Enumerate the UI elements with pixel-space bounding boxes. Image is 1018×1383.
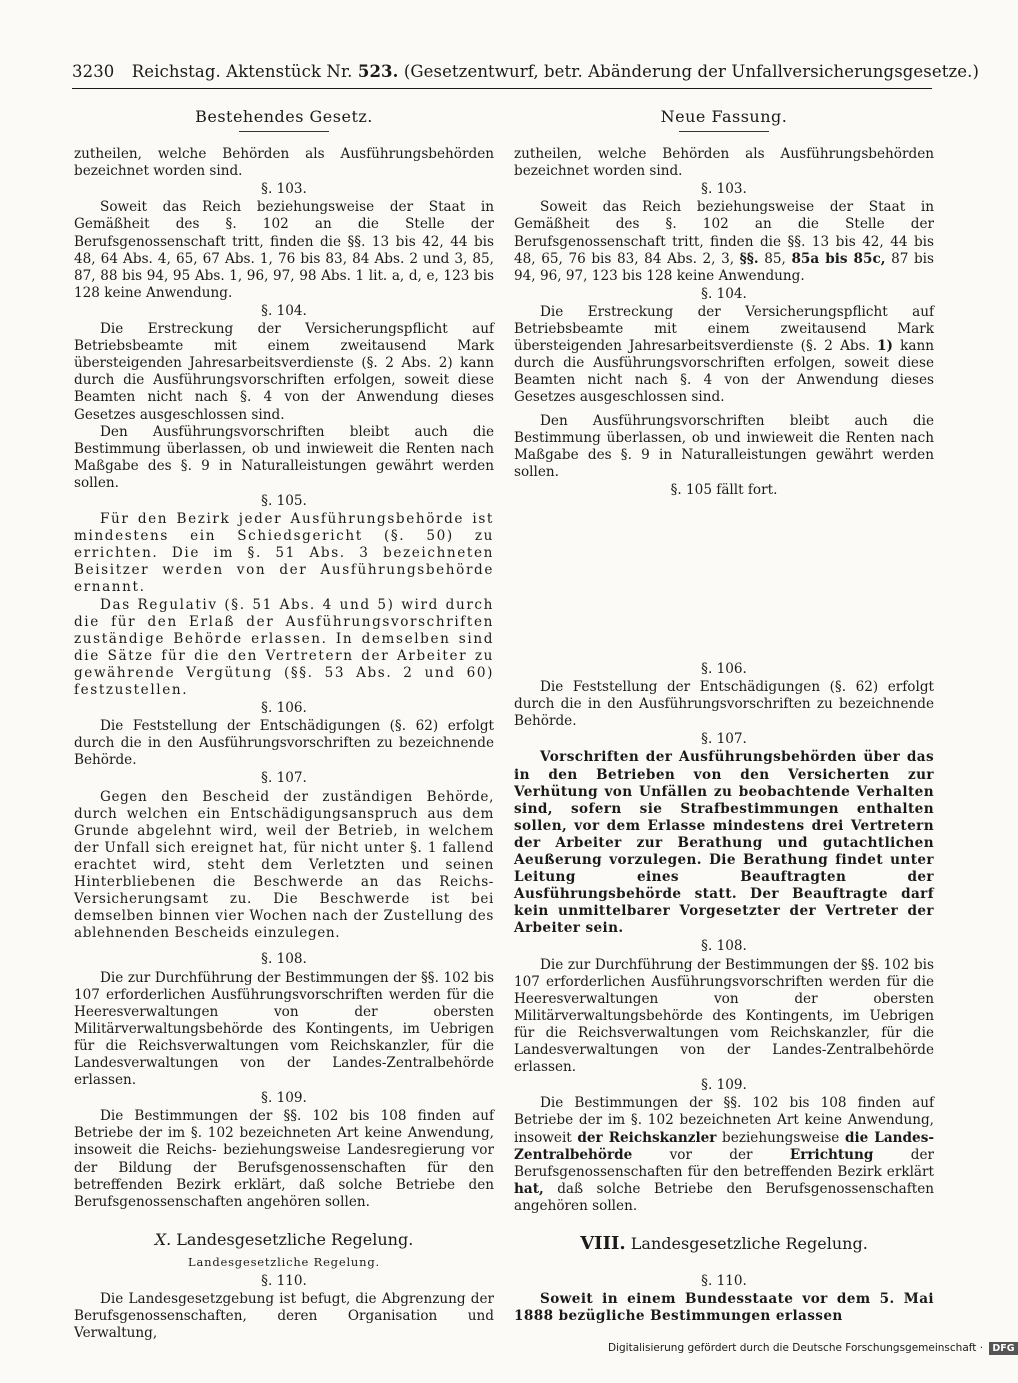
- text-run: vor der: [669, 1146, 753, 1163]
- page-number: 3230: [72, 62, 115, 81]
- section-105: §. 105.: [261, 492, 307, 509]
- text-run-bold: hat,: [514, 1180, 544, 1197]
- section-108: §. 108.: [701, 938, 747, 955]
- chapter-heading: [74, 1231, 494, 1248]
- column-title: Bestehendes Gesetz.: [195, 107, 373, 126]
- section-107: §. 107.: [261, 770, 307, 787]
- section-109: §. 109.: [701, 1077, 747, 1094]
- section-108: §. 108.: [261, 951, 307, 968]
- document-number: 523.: [357, 62, 399, 81]
- text-run: 87 bis 94, 96, 97, 123 bis 128 keine Anwendung.: [514, 250, 934, 284]
- paragraph-bold: Soweit in einem Bundesstaate vor dem 5. Mai 1888 bezügliche Bestimmungen erlassen: [514, 1291, 934, 1325]
- section-106: §. 106.: [261, 700, 307, 717]
- section-106: §. 106.: [701, 660, 747, 677]
- section-104: §. 104.: [261, 302, 307, 319]
- text-run: beziehungsweise: [722, 1129, 840, 1146]
- header-title: Reichstag. Aktenstück Nr.: [131, 62, 353, 81]
- section-103: §. 103.: [261, 181, 307, 198]
- paragraph: Die Erstreckung der Versicherungspflicht auf Betriebsbeamte mit einem zweitausend Mark übersteigenden Jahresarbeitsverdienste (§. 2 Abs. 2) kann durch die Ausführungsvorschriften erfolgen, soweit diese Beamten nicht nach §. 4 von der Anwendung dieses Gesetzes ausgeschlossen sind.: [74, 321, 494, 423]
- paragraph: [514, 1095, 934, 1215]
- section-103: §. 103.: [701, 181, 747, 198]
- section-109: §. 109.: [261, 1090, 307, 1107]
- section-105-removed: §. 105 fällt fort.: [670, 481, 778, 498]
- section-107: §. 107.: [701, 731, 747, 748]
- text-run-bold: Errichtung: [789, 1146, 874, 1163]
- text-run: 85,: [764, 250, 786, 267]
- paragraph: Für den Bezirk jeder Ausführungsbehörde ist mindestens ein Schiedsgericht (§. 50) zu errichten. Die im §. 51 Abs. 3 bezeichneten Beisitzer werden von der Ausführungsbehörde ernannt.: [74, 511, 494, 596]
- paragraph: Den Ausführungsvorschriften bleibt auch die Bestimmung überlassen, ob und inwieweit die Renten nach Maßgabe des §. 9 in Naturalleistungen gewährt werden sollen.: [74, 423, 494, 491]
- text-run-bold: der Reichskanzler: [577, 1129, 717, 1146]
- text-run: Die Erstreckung der Versicherungspflicht auf Betriebsbeamte mit einem zweitausend Mark übersteigenden Jahresarbeitsverdienste (§. 2 Abs.: [514, 303, 934, 355]
- paragraph: Den Ausführungsvorschriften bleibt auch die Bestimmung überlassen, ob und inwieweit die Renten nach Maßgabe des §. 9 in Naturalleistungen gewährt werden sollen.: [514, 412, 934, 480]
- title-rule: [679, 131, 769, 132]
- title-rule: [239, 131, 329, 132]
- section-104: §. 104.: [701, 285, 747, 302]
- column-existing-law: [74, 108, 494, 1342]
- page-header: [72, 62, 979, 81]
- text-run: Die Bestimmungen der §§. 102 bis 108 finden auf Betriebe der im §. 102 bezeichneten Art keine Anwendung, insoweit: [514, 1095, 934, 1146]
- paragraph: Die Feststellung der Entschädigungen (§. 62) erfolgt durch die in den Ausführungsvorschriften zu bezeichnende Behörde.: [74, 718, 494, 769]
- text-run: Soweit das Reich beziehungsweise der Staat in Gemäßheit des §. 102 an die Stelle der Berufsgenossenschaft tritt, finden die §§. 13 bis 42, 44 bis 48, 65, 76 bis 83, 84 Abs. 2, 3,: [514, 199, 934, 267]
- paragraph-bold: Vorschriften der Ausführungsbehörden über das in den Betrieben von den Versicherten zur Verhütung von Unfällen zu beobachtende Verhalten sind, sofern sie Strafbestimmungen enthalten sollen, vor dem Erlasse mindestens drei Vertretern der Arbeiter zur Berathung und gutachtlichen Aeußerung vorzulegen. Die Berathung findet unter Leitung eines Beauftragten der Ausführungsbehörde statt. Der Beauftragte darf kein unmittelbarer Vorgesetzter der Vertreter der Arbeiter sein.: [514, 749, 934, 937]
- text-run: der Berufsgenossenschaften für den betreffenden Bezirk erklärt: [514, 1146, 935, 1180]
- chapter-number: X.: [154, 1229, 172, 1249]
- paragraph: Die zur Durchführung der Bestimmungen der §§. 102 bis 107 erforderlichen Ausführungsvorschriften werden für die Heeresverwaltungen von der obersten Militärverwaltungsbehörde des Kontingents, im Uebrigen für die Reichsverwaltungen vom Reichskanzler, für die Landesverwaltungen von der Landes-Zentralbehörde erlassen.: [74, 969, 494, 1089]
- text-run: kann durch die Ausführungsvorschriften erfolgen, soweit diese Beamten nicht nach §. 4 von der Anwendung dieses Gesetzes ausgeschlossen sind.: [514, 338, 934, 406]
- paragraph: zutheilen, welche Behörden als Ausführungsbehörden bezeichnet worden sind.: [74, 146, 494, 180]
- column-new-version: [514, 108, 934, 1325]
- text-run-bold: 1): [877, 338, 893, 355]
- chapter-subheading: Landesgesetzliche Regelung.: [188, 1254, 380, 1269]
- chapter-title: Landesgesetzliche Regelung.: [630, 1233, 868, 1253]
- paragraph: Das Regulativ (§. 51 Abs. 4 und 5) wird durch die für den Erlaß der Ausführungsvorschriften zuständige Behörde erlassen. In demselben sind die Sätze für die den Vertretern der Arbeiter zu gewährende Vergütung (§§. 53 Abs. 2 und 60) festzustellen.: [74, 596, 494, 698]
- header-rule: [72, 88, 932, 89]
- text-run-bold: 85a bis 85c,: [791, 250, 886, 267]
- text-run: daß solche Betriebe den Berufsgenossenschaften angehören sollen.: [514, 1180, 935, 1214]
- digitization-credit: [608, 1342, 1018, 1355]
- paragraph: Gegen den Bescheid der zuständigen Behörde, durch welchen ein Entschädigungsanspruch aus dem Grunde abgelehnt wird, weil der Betrieb, in welchem der Unfall sich ereignet hat, für nicht unter §. 1 fallend erachtet wird, steht dem Verletzten und seinen Hinterbliebenen die Beschwerde an das Reichs-Versicherungsamt zu. Die Beschwerde ist bei demselben binnen vier Wochen nach der Zustellung des ablehnenden Bescheids einzulegen.: [74, 788, 494, 942]
- section-110: §. 110.: [261, 1273, 307, 1289]
- dfg-logo: DFG: [989, 1342, 1017, 1355]
- credit-text: Digitalisierung gefördert durch die Deutsche Forschungsgemeinschaft ·: [608, 1342, 984, 1354]
- chapter-number: VIII.: [580, 1232, 626, 1254]
- paragraph: Soweit das Reich beziehungsweise der Staat in Gemäßheit des §. 102 an die Stelle der Berufsgenossenschaft tritt, finden die §§. 13 bis 42, 44 bis 48, 64 Abs. 4, 65, 67 Abs. 1, 76 bis 83, 84 Abs. 2 und 3, 85, 87, 88 bis 94, 95 Abs. 1, 96, 97, 98 Abs. 1 lit. a, d, e, 123 bis 128 keine Anwendung.: [74, 199, 494, 301]
- header-subtitle: (Gesetzentwurf, betr. Abänderung der Unfallversicherungsgesetze.): [403, 62, 979, 81]
- paragraph: [514, 304, 934, 407]
- column-title: Neue Fassung.: [660, 107, 788, 126]
- section-110: §. 110.: [701, 1273, 747, 1290]
- paragraph: Die Feststellung der Entschädigungen (§. 62) erfolgt durch die in den Ausführungsvorschriften zu bezeichnende Behörde.: [514, 679, 934, 730]
- chapter-title: Landesgesetzliche Regelung.: [176, 1229, 414, 1249]
- paragraph: Die zur Durchführung der Bestimmungen der §§. 102 bis 107 erforderlichen Ausführungsvorschriften werden für die Heeresverwaltungen von der obersten Militärverwaltungsbehörde des Kontingents, im Uebrigen für die Reichsverwaltungen vom Reichskanzler, für die Landesverwaltungen von der Landes-Zentralbehörde erlassen.: [514, 956, 934, 1076]
- paragraph: [514, 199, 934, 284]
- paragraph: Die Bestimmungen der §§. 102 bis 108 finden auf Betriebe der im §. 102 bezeichneten Art keine Anwendung, insoweit die Reichs- beziehungsweise Landesregierung vor der Bildung der Berufsgenossenschaften für den betreffenden Bezirk erklärt, daß solche Betriebe den Berufsgenossenschaften angehören sollen.: [74, 1108, 494, 1210]
- text-run-bold: die Landes-Zentralbehörde: [514, 1129, 934, 1163]
- chapter-heading: [514, 1232, 934, 1254]
- paragraph: Die Landesgesetzgebung ist befugt, die Abgrenzung der Berufsgenossenschaften, deren Organisation und Verwaltung,: [74, 1291, 494, 1342]
- paragraph: zutheilen, welche Behörden als Ausführungsbehörden bezeichnet worden sind.: [514, 146, 934, 180]
- text-run-bold: §§.: [739, 250, 759, 267]
